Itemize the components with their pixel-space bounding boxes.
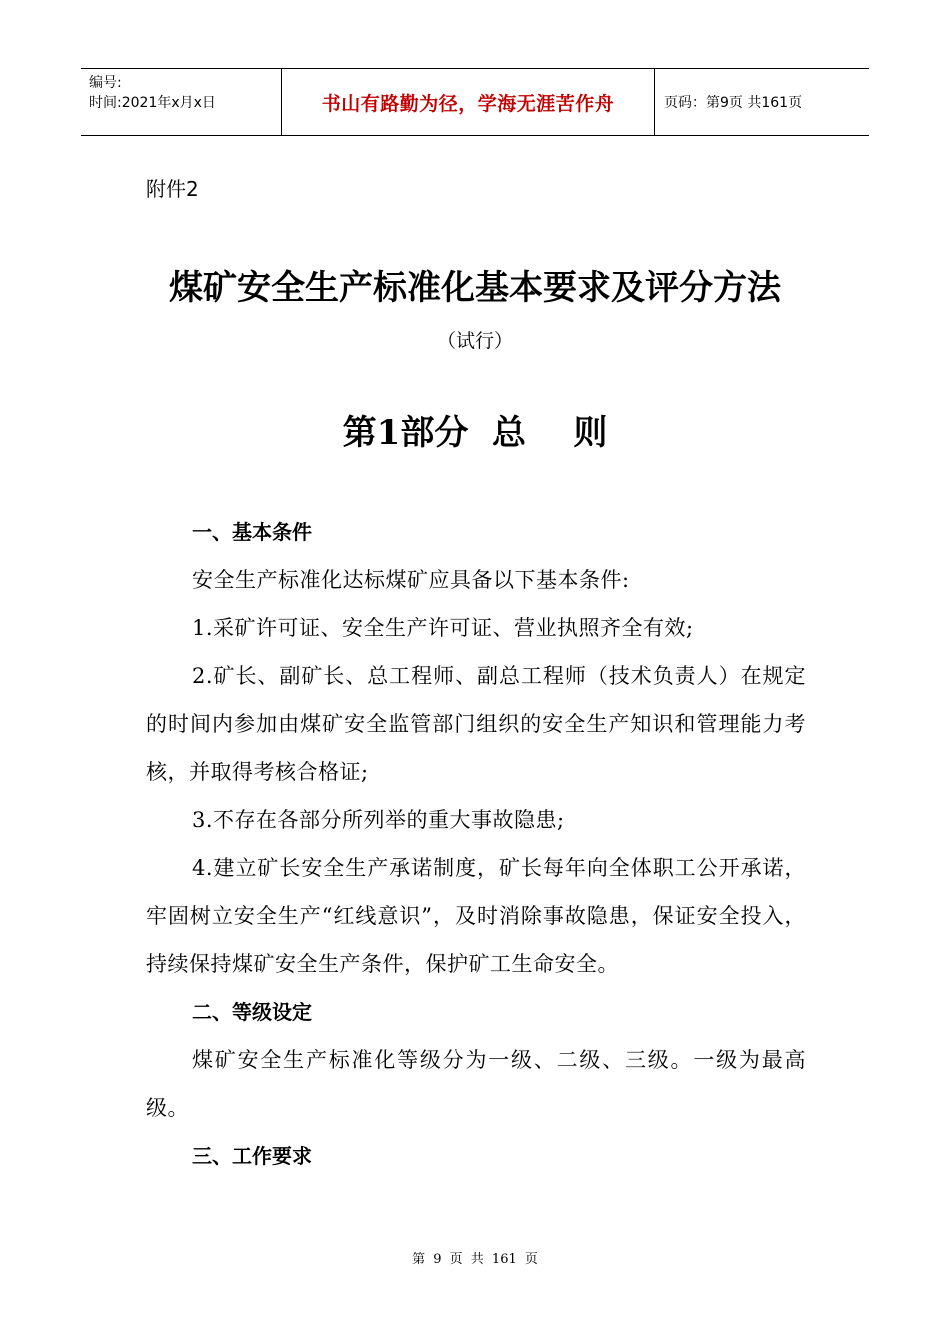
paragraph: 安全生产标准化达标煤矿应具备以下基本条件: <box>192 568 630 592</box>
header-table <box>81 68 869 136</box>
section-heading: 一、基本条件 <box>192 520 312 544</box>
document-title: 煤矿安全生产标准化基本要求及评分方法 <box>169 268 781 308</box>
attachment-label: 附件2 <box>146 177 199 201</box>
part-title: 第1部分 总 则 <box>342 413 608 453</box>
number-label: 编号: <box>89 75 122 91</box>
date-label: 时间:2021年x月x日 <box>89 95 216 111</box>
document-subtitle: （试行） <box>436 330 513 352</box>
paragraph: 1.采矿许可证、安全生产许可证、营业执照齐全有效; <box>192 616 694 640</box>
header-motto: 书山有路勤为径，学海无涯苦作舟 <box>281 69 655 135</box>
page-footer: 第 9 页 共 161 页 <box>412 1252 538 1267</box>
document-body <box>146 508 806 1180</box>
paragraph: 4.建立矿长安全生产承诺制度，矿长每年向全体职工公开承诺，牢固树立安全生产“红线意识”，及时消除事故隐患，保证安全投入，持续保持煤矿安全生产条件，保护矿工生命安全。 <box>146 856 806 976</box>
section-heading: 三、工作要求 <box>192 1144 312 1168</box>
paragraph: 煤矿安全生产标准化等级分为一级、二级、三级。一级为最高级。 <box>146 1048 806 1120</box>
section-heading: 二、等级设定 <box>192 1000 312 1024</box>
header-page-info: 页码：第9页 共161页 <box>664 95 803 111</box>
header-meta <box>81 69 281 135</box>
paragraph: 3.不存在各部分所列举的重大事故隐患; <box>192 808 565 832</box>
paragraph: 2.矿长、副矿长、总工程师、副总工程师（技术负责人）在规定的时间内参加由煤矿安全监管部门组织的安全生产知识和管理能力考核，并取得考核合格证; <box>146 664 806 784</box>
